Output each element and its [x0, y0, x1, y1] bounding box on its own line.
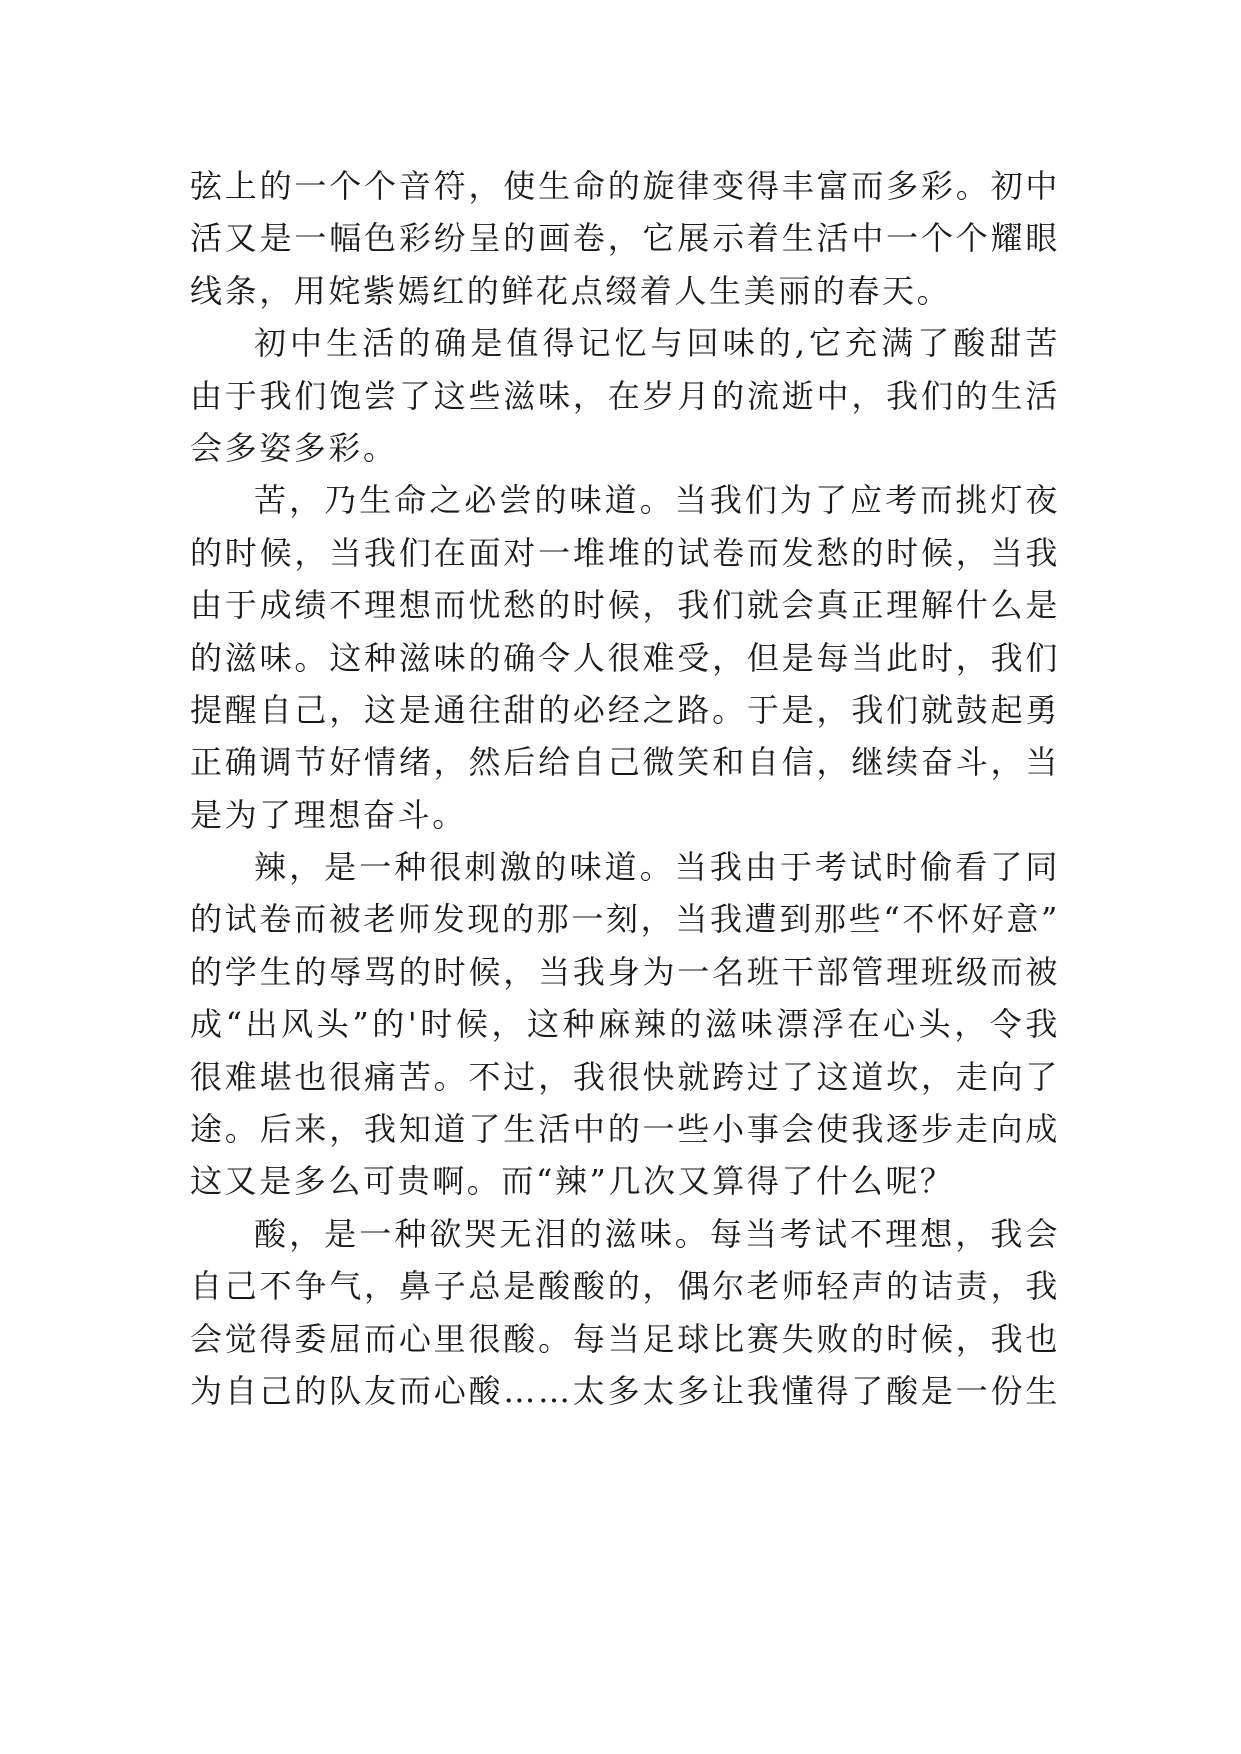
- text-line: 正确调节好情绪，然后给自己微笑和自信，继续奋斗，当: [190, 743, 1060, 782]
- text-line: 为自己的队友而心酸……太多太多让我懂得了酸是一份生: [190, 1371, 1060, 1410]
- paragraph-first-line: 酸，是一种欲哭无泪的滋味。每当考试不理想，我会: [254, 1214, 1060, 1253]
- text-line: 弦上的一个个音符，使生命的旋律变得丰富而多彩。初中: [190, 167, 1060, 205]
- paragraph-first-line: 辣，是一种很刺激的味道。当我由于考试时偷看了同: [254, 848, 1060, 887]
- text-line: 提醒自己，这是通往甜的必经之路。于是，我们就鼓起勇: [190, 690, 1060, 729]
- text-line: 是为了理想奋斗。: [190, 795, 467, 834]
- text-line: 的学生的辱骂的时候，当我身为一名班干部管理班级而被: [190, 952, 1060, 991]
- text-line: 的滋味。这种滋味的确令人很难受，但是每当此时，我们: [190, 638, 1060, 677]
- text-line: 由于我们饱尝了这些滋味，在岁月的流逝中，我们的生活: [190, 376, 1060, 415]
- text-line: 活又是一幅色彩纷呈的画卷，它展示着生活中一个个耀眼: [190, 219, 1060, 258]
- text-line: 这又是多么可贵啊。而“辣”几次又算得了什么呢？: [190, 1162, 955, 1201]
- text-line: 的时候，当我们在面对一堆堆的试卷而发愁的时候，当我: [190, 533, 1060, 572]
- text-line: 会觉得委屈而心里很酸。每当足球比赛失败的时候，我也: [190, 1319, 1060, 1358]
- text-line: 成“出风头”的'时候，这种麻辣的滋味漂浮在心头，令我: [190, 1005, 1060, 1044]
- paragraph-first-line: 苦，乃生命之必尝的味道。当我们为了应考而挑灯夜: [254, 481, 1060, 520]
- text-line: 很难堪也很痛苦。不过，我很快就跨过了这道坎，走向了: [190, 1057, 1060, 1096]
- text-line: 自己不争气，鼻子总是酸酸的，偶尔老师轻声的诘责，我: [190, 1267, 1060, 1306]
- text-line: 途。后来，我知道了生活中的一些小事会使我逐步走向成: [190, 1110, 1060, 1149]
- paragraph-first-line: 初中生活的确是值得记忆与回味的,它充满了酸甜苦: [254, 324, 1060, 363]
- text-line: 的试卷而被老师发现的那一刻，当我遭到那些“不怀好意”: [190, 900, 1060, 939]
- text-line: 线条，用姹紫嫣红的鲜花点缀着人生美丽的春天。: [190, 271, 952, 310]
- text-line: 会多姿多彩。: [190, 428, 398, 467]
- text-line: 由于成绩不理想而忧愁的时候，我们就会真正理解什么是: [190, 586, 1060, 625]
- body-text: [190, 160, 1060, 1417]
